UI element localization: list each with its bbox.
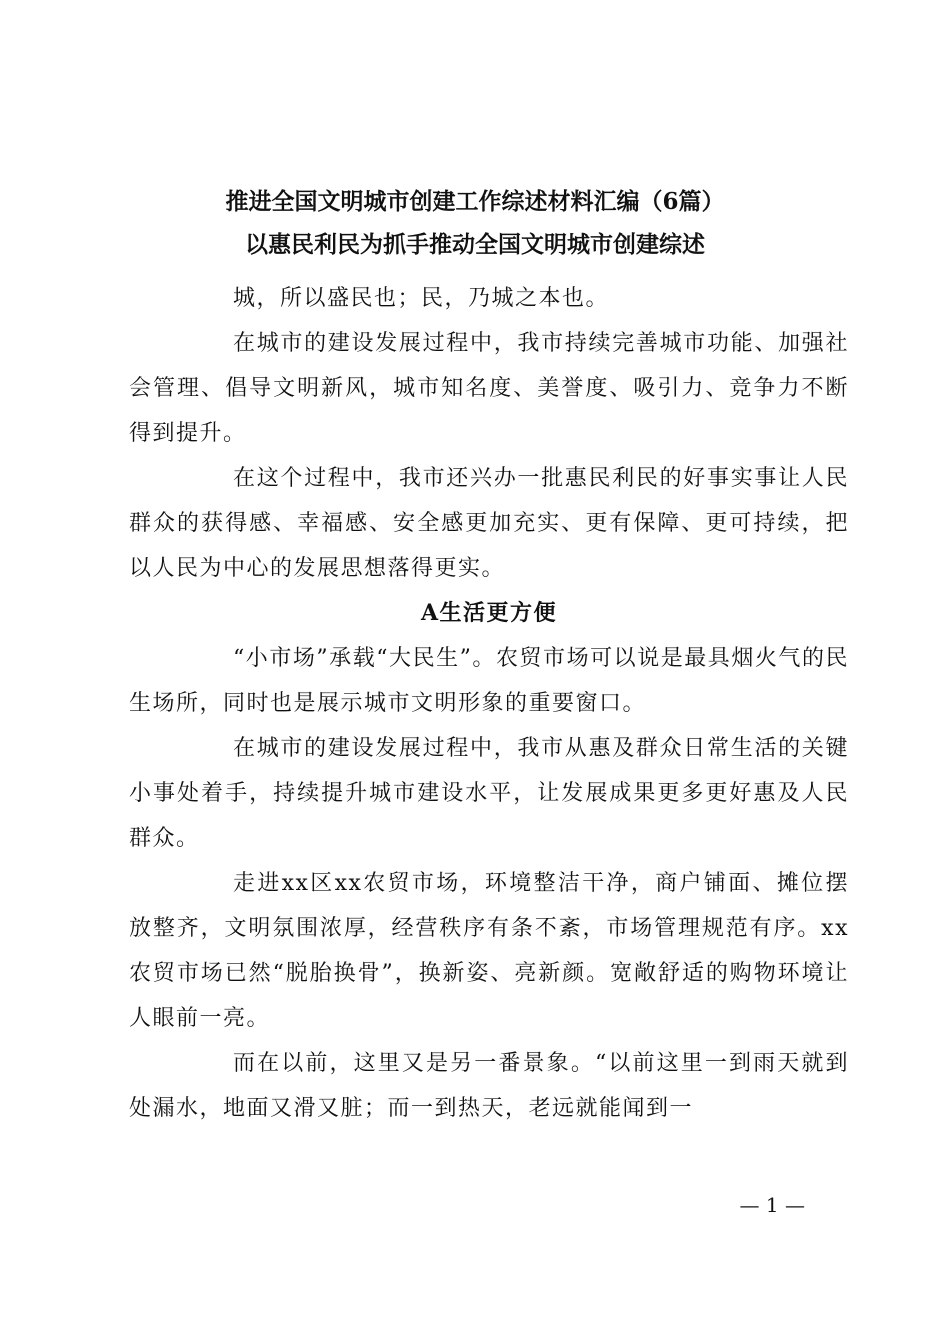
paragraph: 在这个过程中，我市还兴办一批惠民利民的好事实事让人民群众的获得感、幸福感、安全感更加充实、更有保障、更可持续，把以人民为中心的发展思想落得更实。 xyxy=(129,466,849,581)
paragraph: 走进xx区xx农贸市场，环境整洁干净，商户铺面、摊位摆放整齐，文明氛围浓厚，经营秩序有条不紊，市场管理规范有序。xx农贸市场已然“脱胎换骨”，换新姿、亮新颜。宽敞舒适的购物环境让人眼前一亮。 xyxy=(129,871,849,1031)
paragraph: 而在以前，这里又是另一番景象。“以前这里一到雨天就到处漏水，地面又滑又脏；而一到热天，老远就能闻到一 xyxy=(129,1051,849,1121)
paragraph: 在城市的建设发展过程中，我市从惠及群众日常生活的关键小事处着手，持续提升城市建设水平，让发展成果更多更好惠及人民群众。 xyxy=(129,736,849,851)
paragraph: 城，所以盛民也；民，乃城之本也。 xyxy=(233,286,610,311)
document-title: 推进全国文明城市创建工作综述材料汇编（6篇） xyxy=(225,188,725,215)
paragraph: “小市场”承载“大民生”。农贸市场可以说是最具烟火气的民生场所，同时也是展示城市文明形象的重要窗口。 xyxy=(129,646,849,716)
paragraph: 在城市的建设发展过程中，我市持续完善城市功能、加强社会管理、倡导文明新风，城市知名度、美誉度、吸引力、竞争力不断得到提升。 xyxy=(129,331,849,446)
document-body xyxy=(129,276,849,1131)
document-subtitle: 以惠民利民为抓手推动全国文明城市创建综述 xyxy=(245,231,705,258)
section-heading: A生活更方便 xyxy=(420,600,558,626)
page-number: — 1 — xyxy=(739,1193,805,1217)
